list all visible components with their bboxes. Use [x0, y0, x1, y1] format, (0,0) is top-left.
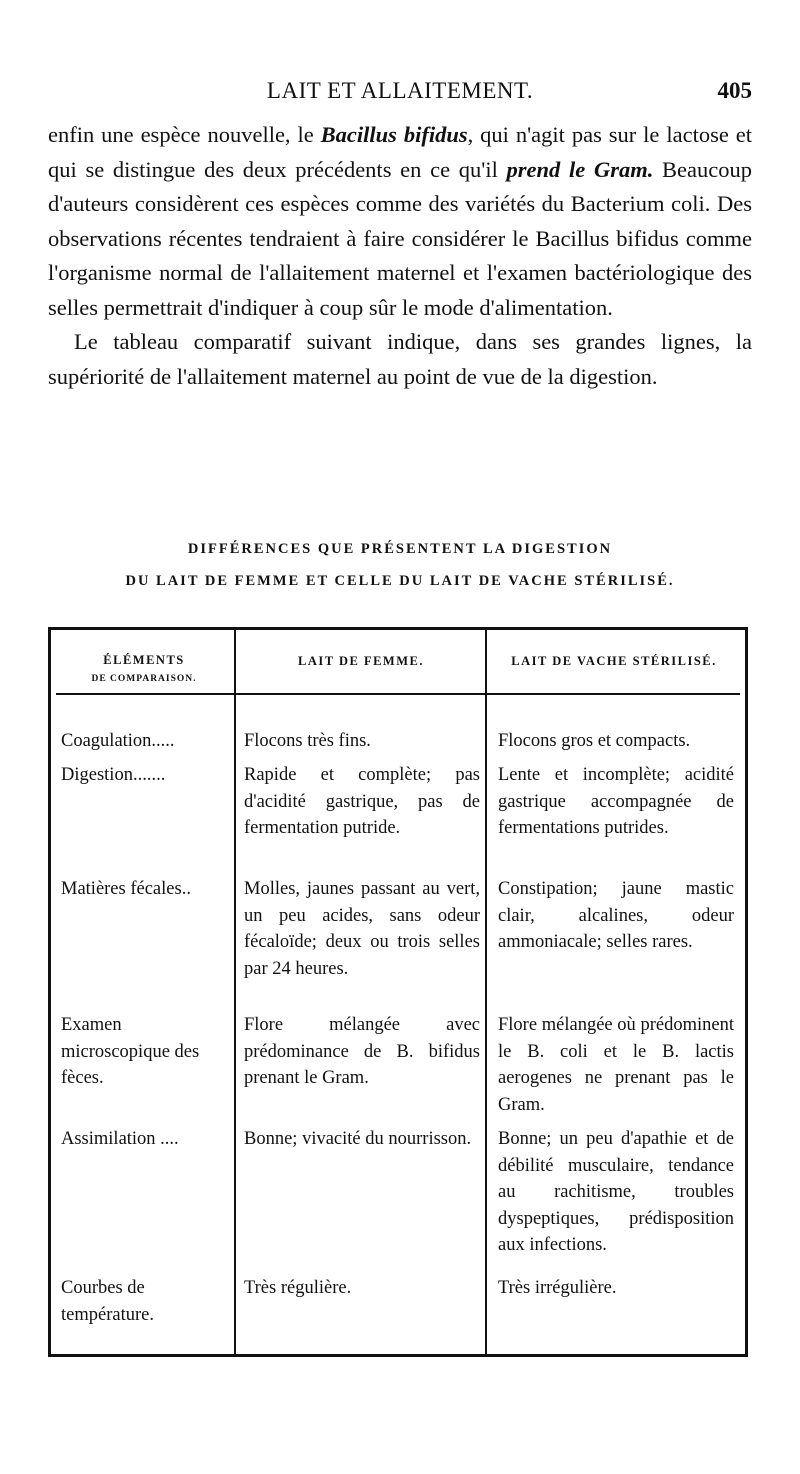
running-title: LAIT ET ALLAITEMENT.: [266, 78, 534, 103]
header-lait-de-vache: LAIT DE VACHE STÉRILISÉ.: [511, 654, 717, 668]
header-rule: [56, 693, 740, 695]
row-femme: Rapide et complète; pas d'acidité gastrique, pas de fermentation putride.: [244, 765, 480, 838]
paragraph-1: [48, 118, 752, 325]
page-number: 405: [717, 78, 752, 103]
row-femme: Bonne; vivacité du nourrisson.: [244, 1129, 472, 1149]
header-elements-label: ÉLÉMENTS: [103, 653, 185, 667]
text-run: Bacillus bifidus: [320, 122, 468, 147]
header-elements-sublabel: DE COMPARAISON.: [91, 674, 197, 684]
row-vache: Constipation; jaune mastic clair, alcalines, odeur ammoniacale; selles rares.: [498, 879, 734, 952]
row-element: Courbes de température.: [61, 1278, 154, 1325]
row-vache: Flocons gros et compacts.: [498, 731, 691, 751]
row-vache: Flore mélangée où prédominent le B. coli et le B. lactis aerogenes ne prenant pas le Gram.: [498, 1015, 734, 1115]
header-lait-de-femme: LAIT DE FEMME.: [298, 654, 424, 668]
paragraph-2: [48, 325, 752, 394]
text-run: , qui n'agit pas sur le lactose et qui se distingue des deux précédents en ce qu'il: [48, 122, 752, 182]
row-element: Examen microscopique des fèces.: [61, 1015, 200, 1088]
column-divider: [485, 630, 487, 1354]
body-text: [48, 118, 752, 394]
text-run: Le tableau comparatif suivant indique, dans ses grandes lignes, la supériorité de l'allaitement maternel au point de vue de la digestion.: [48, 329, 752, 389]
row-element: Digestion.......: [61, 765, 166, 785]
row-element: Coagulation.....: [61, 731, 175, 751]
row-femme: Flocons très fins.: [244, 731, 371, 751]
row-vache: Lente et incomplète; acidité gastrique accompagnée de fermentations putrides.: [498, 765, 734, 838]
text-run: prend le Gram.: [506, 156, 654, 182]
page-header: [48, 78, 752, 112]
text-run: Beaucoup d'auteurs considèrent ces espèces comme des variétés du Bacterium coli. Des observations récentes tendraient à faire considérer le Bacillus bifidus comme l'organisme normal de l'allaitement maternel et l'examen bactériologique des selles permettrait d'indiquer à coup sûr le mode d'alimentation.: [48, 156, 753, 320]
row-vache: Bonne; un peu d'apathie et de débilité musculaire, tendance au rachitisme, troubles dyspeptiques, prédisposition aux infections.: [498, 1129, 734, 1255]
table-caption-line-2: DU LAIT DE FEMME ET CELLE DU LAIT DE VACHE STÉRILISÉ.: [125, 573, 675, 589]
row-femme: Flore mélangée avec prédominance de B. bifidus prenant le Gram.: [244, 1015, 480, 1088]
comparison-table: [48, 627, 748, 1357]
row-element: Matières fécales..: [61, 879, 191, 899]
text-run: enfin une espèce nouvelle, le: [48, 122, 321, 147]
row-femme: Molles, jaunes passant au vert, un peu acides, sans odeur fécaloïde; deux ou trois selles par 24 heures.: [244, 879, 480, 979]
row-femme: Très régulière.: [244, 1278, 352, 1298]
header-elements: [59, 653, 229, 684]
table-caption-line-1: DIFFÉRENCES QUE PRÉSENTENT LA DIGESTION: [187, 541, 613, 557]
row-vache: Très irrégulière.: [498, 1278, 617, 1298]
row-element: Assimilation ....: [61, 1129, 179, 1149]
column-divider: [234, 630, 236, 1354]
